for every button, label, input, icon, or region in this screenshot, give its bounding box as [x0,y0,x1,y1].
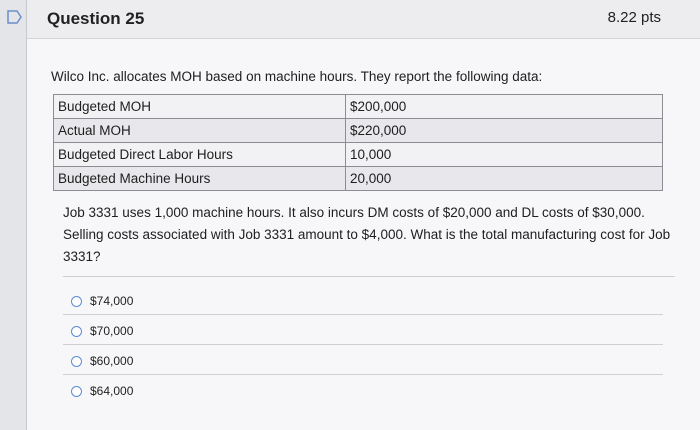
table-row [54,143,663,167]
divider [63,344,663,345]
question-title: Question 25 [47,9,145,28]
answer-option[interactable] [71,294,133,308]
bookmark-flag-icon[interactable] [7,10,23,24]
answer-option-label: $60,000 [90,354,134,368]
table-cell-value: 20,000 [346,167,663,191]
question-points: 8.22 pts [607,9,661,26]
answer-option-label: $74,000 [90,294,134,308]
table-cell-value: $220,000 [346,119,663,143]
table-cell-label: Budgeted MOH [54,95,346,119]
answer-option[interactable] [71,384,133,398]
question-card [26,0,700,430]
divider [63,374,663,375]
answer-option-label: $64,000 [90,384,134,398]
divider [63,314,663,315]
table-cell-value: 10,000 [346,143,663,167]
radio-button[interactable] [71,326,82,337]
table-row [54,167,663,191]
table-row [54,95,663,119]
question-header [27,0,700,39]
divider [63,276,675,277]
answer-option-label: $70,000 [90,324,134,338]
table-row [54,119,663,143]
radio-button[interactable] [71,296,82,307]
radio-button[interactable] [71,386,82,397]
table-cell-label: Budgeted Machine Hours [54,167,346,191]
radio-button[interactable] [71,356,82,367]
question-body: Job 3331 uses 1,000 machine hours. It also incurs DM costs of $20,000 and DL costs of $30,000. Selling costs associated with Job 3331 amount to $4,000. What is the total manufacturing cost for Job 3331? [63,205,671,264]
data-table [53,94,663,191]
table-cell-value: $200,000 [346,95,663,119]
table-cell-label: Actual MOH [54,119,346,143]
table-cell-label: Budgeted Direct Labor Hours [54,143,346,167]
answer-option[interactable] [71,324,133,338]
question-intro: Wilco Inc. allocates MOH based on machine hours. They report the following data: [51,69,543,84]
answer-option[interactable] [71,354,133,368]
